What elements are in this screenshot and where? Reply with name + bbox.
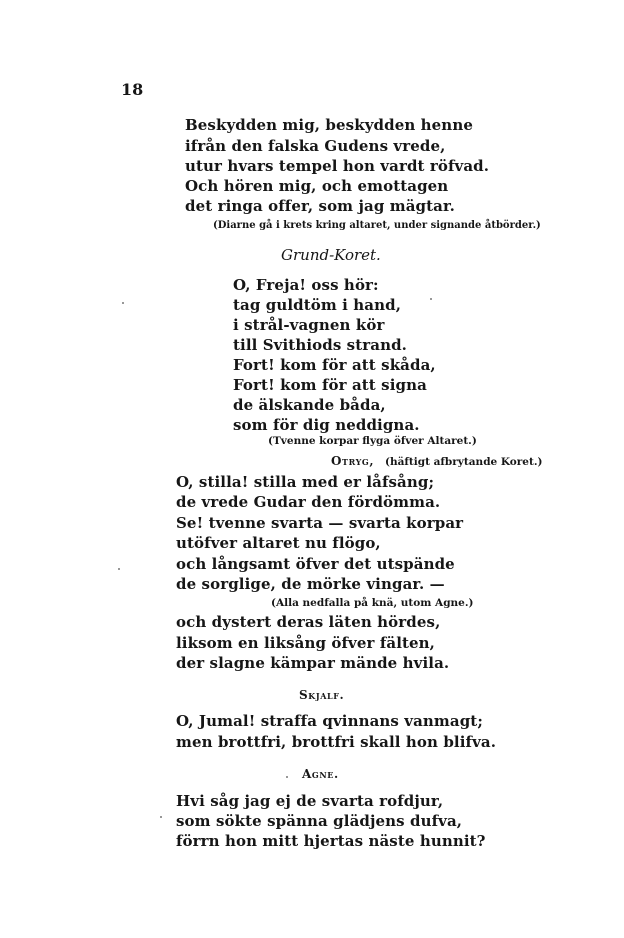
page-number: 18 <box>121 80 144 99</box>
chorus-line: Fort! kom för att skåda, <box>233 356 436 374</box>
verse-line: der slagne kämpar mände hvila. <box>176 654 450 672</box>
verse-line: O, Jumal! straffa qvinnans vanmagt; <box>176 712 483 730</box>
verse-line: liksom en liksång öfver fälten, <box>176 634 435 652</box>
chorus-line: Fort! kom för att signa <box>233 376 427 394</box>
verse-line: och långsamt öfver det utspände <box>176 555 455 573</box>
chorus-line: de älskande båda, <box>233 396 386 414</box>
stage-direction: (Diarne gå i krets kring altaret, under signande åtbörder.) <box>213 220 541 231</box>
verse-line: Beskydden mig, beskydden henne <box>185 116 473 134</box>
chorus-line: till Svithiods strand. <box>233 336 407 354</box>
verse-line: Och hören mig, och emottagen <box>185 177 449 195</box>
chorus-line: O, Freja! oss hör: <box>233 276 379 294</box>
verse-line: förrn hon mitt hjertas näste hunnit? <box>176 832 486 850</box>
verse-line: O, stilla! stilla med er låfsång; <box>176 473 435 491</box>
verse-line: ifrån den falska Gudens vrede, <box>185 137 446 155</box>
verse-line: de vrede Gudar den fördömma. <box>176 493 441 511</box>
chorus-line: i strål-vagnen kör <box>233 316 385 334</box>
verse-line: men brottfri, brottfri skall hon blifva. <box>176 733 497 751</box>
paper-speck <box>286 776 288 778</box>
speaker-name: Skjalf. <box>299 688 345 702</box>
verse-line: och dystert deras läten hördes, <box>176 613 441 631</box>
paper-speck <box>118 568 120 570</box>
verse-line: det ringa offer, som jag mägtar. <box>185 197 455 215</box>
paper-speck <box>160 816 162 818</box>
verse-line: som sökte spänna glädjens dufva, <box>176 812 463 830</box>
verse-line: Se! tvenne svarta — svarta korpar <box>176 514 464 532</box>
paper-speck <box>430 298 432 300</box>
verse-line: utur hvars tempel hon vardt röfvad. <box>185 157 490 175</box>
stage-direction: (Alla nedfalla på knä, utom Agne.) <box>271 597 474 609</box>
paper-speck <box>122 302 124 304</box>
chorus-heading: Grund-Koret. <box>281 246 381 264</box>
verse-line: de sorglige, de mörke vingar. — <box>176 575 445 593</box>
stage-direction: (häftigt afbrytande Koret.) <box>385 456 543 468</box>
verse-line: utöfver altaret nu flögo, <box>176 534 381 552</box>
verse-line: Hvi såg jag ej de svarta rofdjur, <box>176 792 444 810</box>
chorus-line: som för dig neddigna. <box>233 416 420 434</box>
stage-direction: (Tvenne korpar flyga öfver Altaret.) <box>268 435 477 447</box>
speaker-name: Otryg, <box>331 454 375 468</box>
chorus-line: tag guldtöm i hand, <box>233 296 402 314</box>
speaker-name: Agne. <box>302 767 339 781</box>
